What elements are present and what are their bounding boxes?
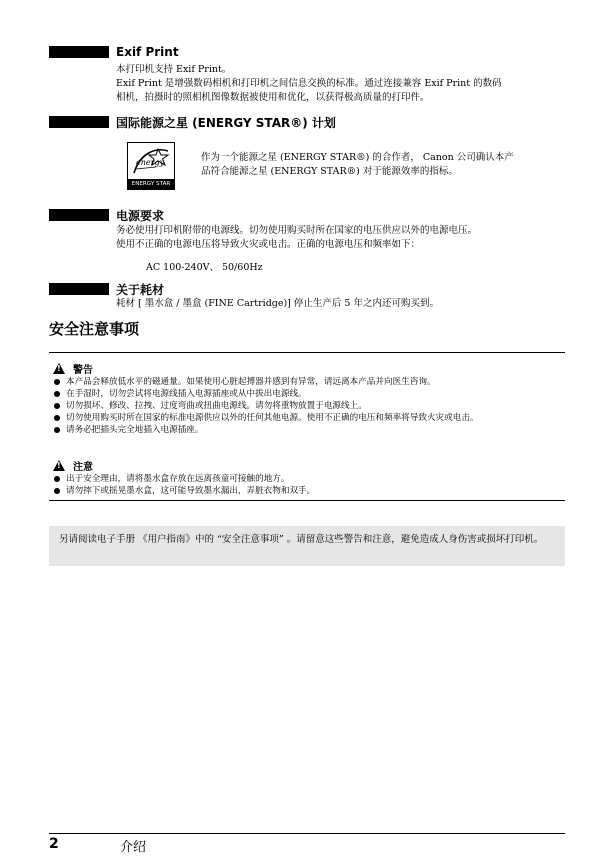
exif-line-3: 相机，拍摄时的照相机图像数据被使用和优化，以获得极高质量的打印件。 xyxy=(116,92,430,103)
consumables-section-title: 关于耗材 xyxy=(116,283,165,297)
footer-section-label: 介绍 xyxy=(120,840,147,855)
divider xyxy=(49,500,565,501)
exif-line-2: Exif Print 是增强数码相机和打印机之间信息交换的标准。通过连接兼容 Exif Print 的数码 xyxy=(116,78,502,89)
warning-triangle-icon xyxy=(53,363,65,374)
list-item: 切勿损坏、修改、拉拽、过度弯曲或扭曲电源线。请勿将重物放置于电源线上。 xyxy=(53,400,565,412)
energy-star-logo xyxy=(127,142,175,190)
energy-star-line-1: 作为一个能源之星 (ENERGY STAR®) 的合作者， Canon 公司确认本产 xyxy=(201,152,514,163)
list-item: 请勿摔下或摇晃墨水盒，这可能导致墨水漏出，弄脏衣物和双手。 xyxy=(53,485,565,497)
warning-list xyxy=(53,376,565,436)
caution-label: 注意 xyxy=(73,462,93,473)
page-number: 2 xyxy=(49,836,59,852)
consumables-line: 耗材 [ 墨水盒 / 墨盒 (FINE Cartridge)] 停止生产后 5 年之内还可购买到。 xyxy=(116,298,439,309)
warning-label: 警告 xyxy=(73,365,93,376)
list-item: 出于安全理由，请将墨水盒存放在远离孩童可接触的地方。 xyxy=(53,473,565,485)
divider xyxy=(49,352,565,353)
energy-script-text: energy xyxy=(136,158,165,167)
power-spec: AC 100-240V、 50/60Hz xyxy=(146,262,263,273)
power-line-1: 务必使用打印机附带的电源线。切勿使用购买时所在国家的电压供应以外的电源电压。 xyxy=(116,225,478,236)
section-marker-bar xyxy=(49,46,109,58)
list-item: 本产品会释放低水平的磁通量。如果使用心脏起搏器并感到有异常，请远离本产品并向医生咨询。 xyxy=(53,376,565,388)
list-item: 切勿使用购买时所在国家的标准电源供应以外的任何其他电源。使用不正确的电压和频率将导致火灾或电击。 xyxy=(53,412,565,424)
safety-note-box xyxy=(49,526,565,566)
footer-rule xyxy=(49,833,565,834)
list-item: 请务必把插头完全地插入电源插座。 xyxy=(53,424,565,436)
list-item: 在手湿时，切勿尝试将电源线插入电源插座或从中拔出电源线。 xyxy=(53,388,565,400)
section-marker-bar xyxy=(49,209,109,221)
caution-list xyxy=(53,473,565,497)
energy-star-emblem-icon xyxy=(128,143,174,179)
section-marker-bar xyxy=(49,283,109,295)
safety-note-text: 另请阅读电子手册 《用户指南》中的 “安全注意事项” 。请留意这些警告和注意，避免造成人身伤害或损坏打印机。 xyxy=(59,534,544,545)
power-section-title: 电源要求 xyxy=(116,209,165,223)
energy-star-line-2: 品符合能源之星 (ENERGY STAR®) 对于能源效率的指标。 xyxy=(201,166,458,177)
caution-header xyxy=(53,458,93,473)
energy-star-section-title: 国际能源之星 (ENERGY STAR®) 计划 xyxy=(116,116,336,130)
power-line-2: 使用不正确的电源电压将导致火灾或电击。正确的电源电压和频率如下： xyxy=(116,239,421,250)
section-marker-bar xyxy=(49,116,109,128)
energy-star-band-text: ENERGY STAR xyxy=(128,179,174,189)
safety-heading: 安全注意事项 xyxy=(49,320,140,338)
exif-line-1: 本打印机支持 Exif Print。 xyxy=(116,64,232,75)
caution-triangle-icon xyxy=(53,460,65,471)
warning-header xyxy=(53,361,93,376)
exif-section-title: Exif Print xyxy=(116,45,179,59)
